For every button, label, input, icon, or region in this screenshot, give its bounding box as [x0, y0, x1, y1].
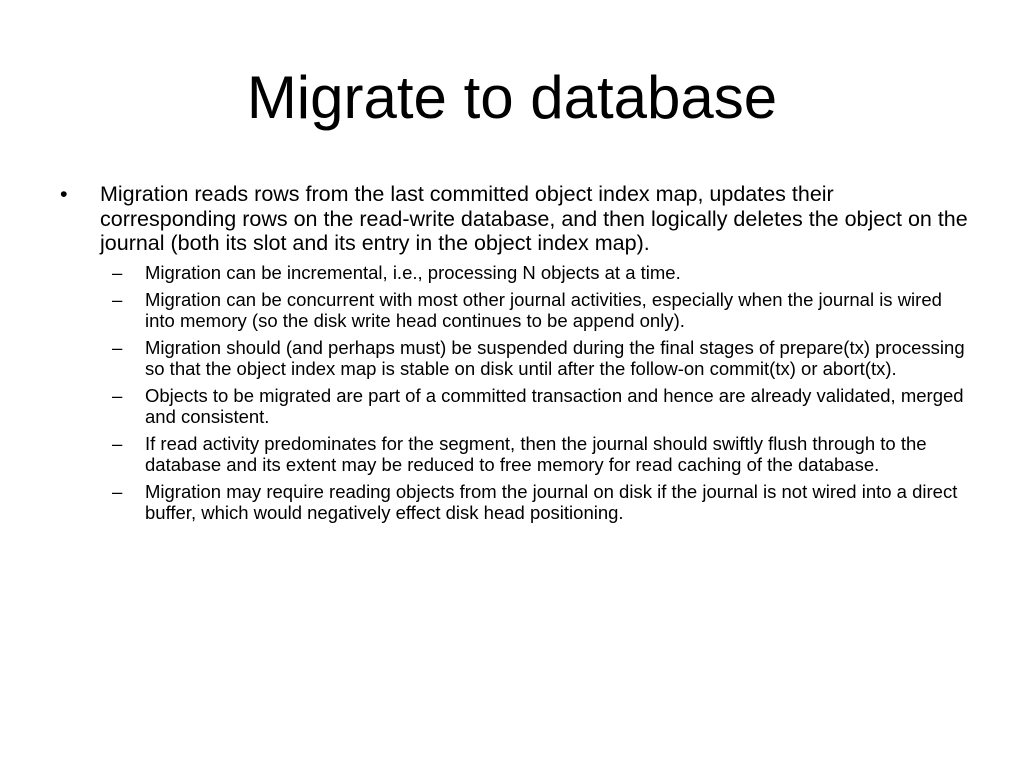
dash-icon: – [112, 480, 123, 502]
sub-bullet [56, 262, 968, 283]
sub-bullet-list [56, 262, 968, 523]
sub-bullet-text: Migration can be incremental, i.e., processing N objects at a time. [145, 261, 681, 283]
sub-bullet-text: Migration should (and perhaps must) be suspended during the final stages of prepare(tx) processing so that the object index map is stable on disk until after the follow-on commit(tx) or abort(tx). [145, 336, 965, 379]
sub-bullet-text: If read activity predominates for the segment, then the journal should swiftly flush through to the database and its extent may be reduced to free memory for read caching of the database. [145, 432, 927, 475]
bullet-dot-icon: • [60, 182, 68, 206]
sub-bullet [56, 337, 968, 379]
sub-bullet [56, 481, 968, 523]
sub-bullet [56, 385, 968, 427]
sub-bullet [56, 433, 968, 475]
sub-bullet-text: Migration may require reading objects from the journal on disk if the journal is not wired into a direct buffer, which would negatively effect disk head positioning. [145, 480, 958, 523]
dash-icon: – [112, 261, 123, 283]
slide-title: Migrate to database [246, 64, 778, 131]
main-bullet-text: Migration reads rows from the last committed object index map, updates their corresponding rows on the read-write database, and then logically deletes the object on the journal (both its slot and its entry in the object index map). [100, 182, 968, 255]
sub-bullet-text: Objects to be migrated are part of a committed transaction and hence are already validated, merged and consistent. [145, 384, 964, 427]
dash-icon: – [112, 432, 123, 454]
dash-icon: – [112, 288, 123, 310]
slide-body [56, 182, 968, 529]
sub-bullet-text: Migration can be concurrent with most other journal activities, especially when the journal is wired into memory (so the disk write head continues to be append only). [145, 288, 942, 331]
dash-icon: – [112, 336, 123, 358]
main-bullet [56, 182, 968, 256]
dash-icon: – [112, 384, 123, 406]
sub-bullet [56, 289, 968, 331]
